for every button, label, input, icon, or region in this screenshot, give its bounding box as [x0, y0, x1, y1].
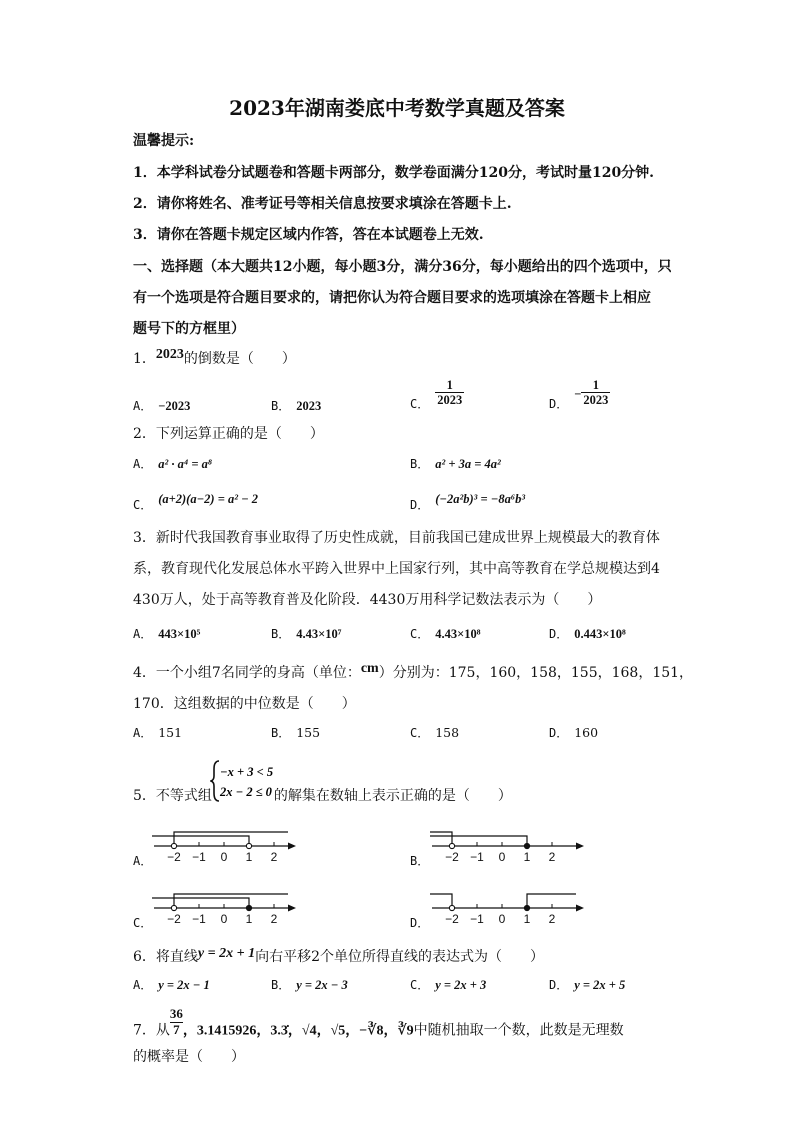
open-point: [171, 905, 176, 910]
tips-heading: 温馨提示:: [133, 133, 195, 149]
section-heading-line-3: 题号下的方框里）: [133, 321, 245, 337]
number-line-a: [150, 812, 300, 867]
q2-option-c[interactable]: C． (a+2)(a−2) = a² − 2: [133, 492, 259, 512]
inequality-2: 2x − 2 ≤ 0: [220, 785, 272, 799]
solution-ray: [430, 894, 452, 908]
tick-label: −2: [445, 850, 459, 864]
q4-option-a[interactable]: A． 151: [133, 725, 183, 740]
question-7-line-2: 的概率是（ ）: [133, 1049, 245, 1065]
tick-label: 2: [548, 850, 556, 864]
axis-arrow-icon: [576, 905, 584, 912]
number-line-c: [150, 874, 300, 929]
closed-point: [524, 905, 529, 910]
tip-2: 2．请你将姓名、准考证号等相关信息按要求填涂在答题卡上.: [133, 196, 512, 212]
solution-ray: [174, 894, 288, 908]
number-line-b: [428, 812, 588, 867]
tip-1: 1．本学科试卷分试题卷和答题卡两部分，数学卷面满分120分，考试时量120分钟.: [133, 165, 655, 181]
tick-label: −1: [470, 850, 484, 864]
axis-arrow-icon: [288, 843, 296, 850]
number-line-d: [428, 874, 588, 929]
tick-label: 2: [270, 850, 278, 864]
question-3-line-2: 系，教育现代化发展总体水平跨入世界中上国家行列，其中高等教育在学总规模达到4: [133, 561, 660, 577]
q4-option-c[interactable]: C． 158: [410, 725, 460, 740]
q6-option-a[interactable]: A． y = 2x − 1: [133, 978, 210, 992]
tick-label: −2: [445, 912, 459, 926]
tip-3: 3．请你在答题卡规定区域内作答，答在本试题卷上无效.: [133, 227, 484, 243]
q3-option-a[interactable]: A． 443×10⁵: [133, 627, 201, 641]
q2-option-d[interactable]: D． (−2a²b)³ = −8a⁶b³: [410, 492, 526, 512]
question-4-line-1: 4．一个小组7名同学的身高（单位：cm）分别为：175，160，158，155，168，151，: [133, 661, 694, 681]
q1-expr: 2023: [155, 347, 184, 362]
tick-label: −1: [192, 850, 206, 864]
tick-label: 2: [270, 912, 278, 926]
tick-label: −1: [470, 912, 484, 926]
solution-ray: [152, 836, 249, 846]
q5-option-d[interactable]: D．: [410, 916, 430, 930]
q1-option-d[interactable]: D．− $\frac{1}{2023}$: [549, 378, 609, 412]
q5-option-b[interactable]: B．: [410, 854, 430, 868]
inequality-1: −x + 3 < 5: [220, 765, 274, 779]
page-title: 2023年湖南娄底中考数学真题及答案: [229, 96, 565, 120]
open-point: [171, 843, 176, 848]
tick-label: 0: [220, 850, 228, 864]
section-heading-line-2: 有一个选项是符合题目要求的，请把你认为符合题目要求的选项填涂在答题卡上相应: [133, 290, 651, 306]
solution-ray: [430, 836, 527, 846]
closed-point: [524, 843, 529, 848]
q6-expr: y = 2x + 1: [197, 946, 256, 961]
unit-cm: cm: [360, 661, 379, 676]
question-1: [133, 348, 296, 368]
inequality-brace: [210, 758, 280, 804]
axis-arrow-icon: [288, 905, 296, 912]
axis-arrow-icon: [576, 843, 584, 850]
question-3-line-1: 3．新时代我国教育事业取得了历史性成就，目前我国已建成世界上规模最大的教育体: [133, 530, 660, 546]
q6-option-b[interactable]: B． y = 2x − 3: [271, 978, 348, 992]
question-4-line-2: 170．这组数据的中位数是（ ）: [133, 696, 356, 712]
tick-label: −2: [167, 912, 181, 926]
q3-option-d[interactable]: D． 0.443×10⁸: [549, 627, 626, 641]
tick-label: 0: [220, 912, 228, 926]
question-6: 6．将直线y = 2x + 1向右平移2个单位所得直线的表达式为（ ）: [133, 946, 544, 965]
open-point: [246, 843, 251, 848]
question-3-line-3: 430万人，处于高等教育普及化阶段．4430万用科学记数法表示为（ ）: [133, 592, 602, 608]
q6-option-c[interactable]: C． y = 2x + 3: [410, 978, 487, 992]
q1-text: 的倒数是（ ）: [183, 351, 296, 367]
solution-ray: [430, 832, 452, 846]
tick-label: 1: [523, 912, 531, 926]
q7-number-list: ，3.1415926，3.3̇，√4，√5，−∛8，∛9: [182, 1023, 414, 1039]
tick-label: 0: [498, 850, 506, 864]
q3-option-b[interactable]: B． 4.43×10⁷: [271, 627, 342, 641]
solution-ray: [174, 832, 288, 846]
tick-label: 1: [523, 850, 531, 864]
tick-label: 1: [245, 912, 253, 926]
question-number: 1．: [133, 351, 156, 367]
q5-option-c[interactable]: C．: [133, 916, 153, 930]
open-point: [449, 843, 454, 848]
q2-option-b[interactable]: B． a² + 3a = 4a²: [410, 457, 501, 471]
q1-option-c[interactable]: C． $\frac{1}{2023}$: [410, 378, 463, 412]
tick-label: −2: [167, 850, 181, 864]
q4-option-b[interactable]: B． 155: [271, 725, 321, 740]
question-5: 5．不等式组 的解集在数轴上表示正确的是（ ）: [133, 788, 512, 804]
closed-point: [246, 905, 251, 910]
section-heading-line-1: 一、选择题（本大题共12小题，每小题3分，满分36分，每小题给出的四个选项中，只: [133, 259, 672, 275]
q3-option-c[interactable]: C． 4.43×10⁸: [410, 627, 481, 641]
open-point: [449, 905, 454, 910]
question-7: 7．从 $\frac{36}{7}$ ，3.1415926，3.3̇，√4，√5，−∛8，∛9中随机抽取一个数，此数是无理数: [133, 1006, 624, 1039]
question-2: 2．下列运算正确的是（ ）: [133, 426, 324, 442]
tick-label: −1: [192, 912, 206, 926]
q2-option-a[interactable]: A． a² · a⁴ = a⁸: [133, 457, 213, 471]
tick-label: 1: [245, 850, 253, 864]
q1-option-b[interactable]: B． 2023: [271, 399, 322, 413]
q6-option-d[interactable]: D． y = 2x + 5: [549, 978, 626, 992]
q5-option-a[interactable]: A．: [133, 854, 153, 868]
q4-option-d[interactable]: D． 160: [549, 725, 599, 740]
q1-option-a[interactable]: A． −2023: [133, 399, 191, 413]
tick-label: 0: [498, 912, 506, 926]
tick-label: 2: [548, 912, 556, 926]
solution-ray: [152, 898, 249, 908]
